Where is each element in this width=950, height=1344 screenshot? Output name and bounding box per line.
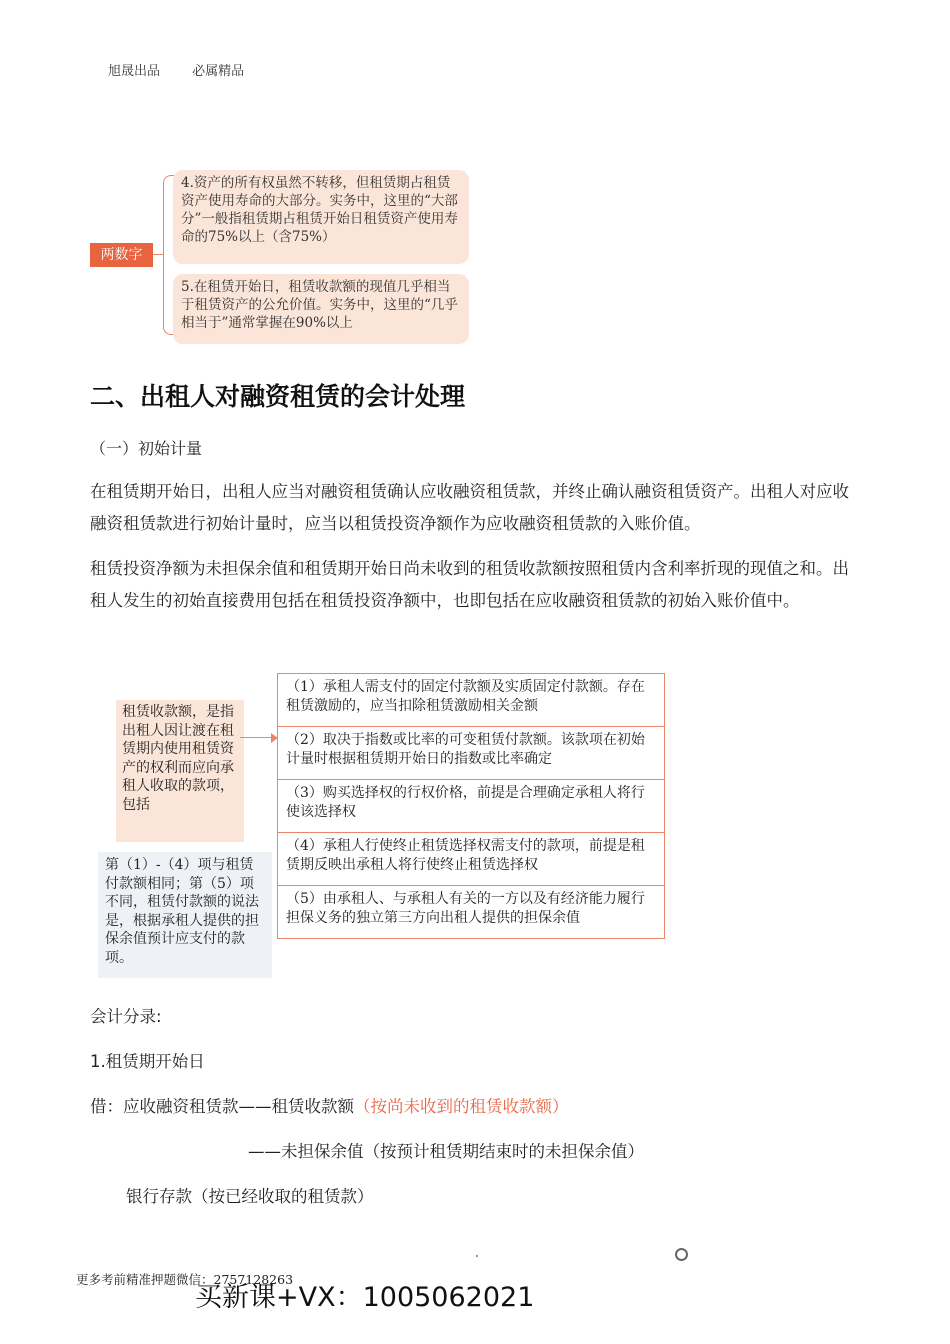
page-header: [108, 60, 272, 79]
debit-note: （按尚未收到的租赁收款额）: [354, 1097, 569, 1116]
bank-line: 银行存款（按已经收取的租赁款）: [126, 1187, 374, 1206]
list-item: （5）由承租人、与承租人有关的一方以及有经济能力履行担保义务的独立第三方向出租人提供的担保余值: [286, 891, 645, 926]
decorative-dot: [476, 1255, 478, 1257]
paragraph-1: 在租赁期开始日，出租人应当对融资租赁确认应收融资租赁款，并终止确认融资租赁资产。出租人对应收融资租赁款进行初始计量时，应当以租赁投资净额作为应收融资租赁款的入账价值。: [90, 482, 849, 533]
items-list: [277, 673, 665, 939]
list-item: （1）承租人需支付的固定付款额及实质固定付款额。存在租赁激励的，应当扣除租赁激励相关金额: [278, 674, 664, 727]
list-item: （3）购买选择权的行权价格，前提是合理确定承租人将行使该选择权: [278, 780, 664, 833]
list-item: （2）取决于指数或比率的可变租赁付款额。该款项在初始计量时根据租赁期开始日的指数或比率确定: [278, 727, 664, 780]
definition-box: 租赁收款额，是指出租人因让渡在租赁期内使用租赁资产的权利而应向承租人收取的款项，包括: [116, 700, 244, 842]
header-right: 必属精品: [192, 64, 245, 79]
section-subtitle: （一）初始计量: [90, 439, 203, 458]
mindmap-node-5: 5.在租赁开始日，租赁收款额的现值几乎相当于租赁资产的公允价值。实务中，这里的“几乎相当于”通常掌握在90%以上: [173, 274, 469, 344]
note-box: 第（1）-（4）项与租赁付款额相同；第（5）项不同，租赁付款额的说法是，根据承租人提供的担保余值预计应支付的款项。: [98, 852, 272, 978]
debit-sub-line: ——未担保余值（按预计租赁期结束时的未担保余值）: [248, 1142, 644, 1161]
footer-banner: 买新课+VX：1005062021: [195, 1282, 535, 1313]
mindmap-node-4: 4.资产的所有权虽然不转移，但租赁期占租赁资产使用寿命的大部分。实务中，这里的“大部分”一般指租赁期占租赁开始日租赁资产使用寿命的75%以上（含75%）: [173, 170, 469, 264]
debit-line: [90, 1093, 569, 1117]
circle-icon: [675, 1248, 688, 1261]
footer-contact: 更多考前精准押题微信：2757128263: [76, 1272, 294, 1287]
mindmap-root: 两数字: [90, 243, 153, 267]
paragraph-2: 租赁投资净额为未担保余值和租赁期开始日尚未收到的租赁收款额按照租赁内含利率折现的现值之和。出租人发生的初始直接费用包括在租赁投资净额中，也即包括在应收融资租赁款的初始入账价值中。: [90, 559, 849, 610]
list-item: （4）承租人行使终止租赁选择权需支付的款项，前提是租赁期反映出承租人将行使终止租赁选择权: [278, 833, 664, 886]
entries-step: 1.租赁期开始日: [90, 1052, 205, 1071]
entries-heading: 会计分录:: [90, 1007, 162, 1026]
header-left: 旭晟出品: [108, 64, 161, 79]
debit-main: 借：应收融资租赁款——租赁收款额: [90, 1097, 354, 1116]
section-title: 二、出租人对融资租赁的会计处理: [90, 382, 466, 411]
